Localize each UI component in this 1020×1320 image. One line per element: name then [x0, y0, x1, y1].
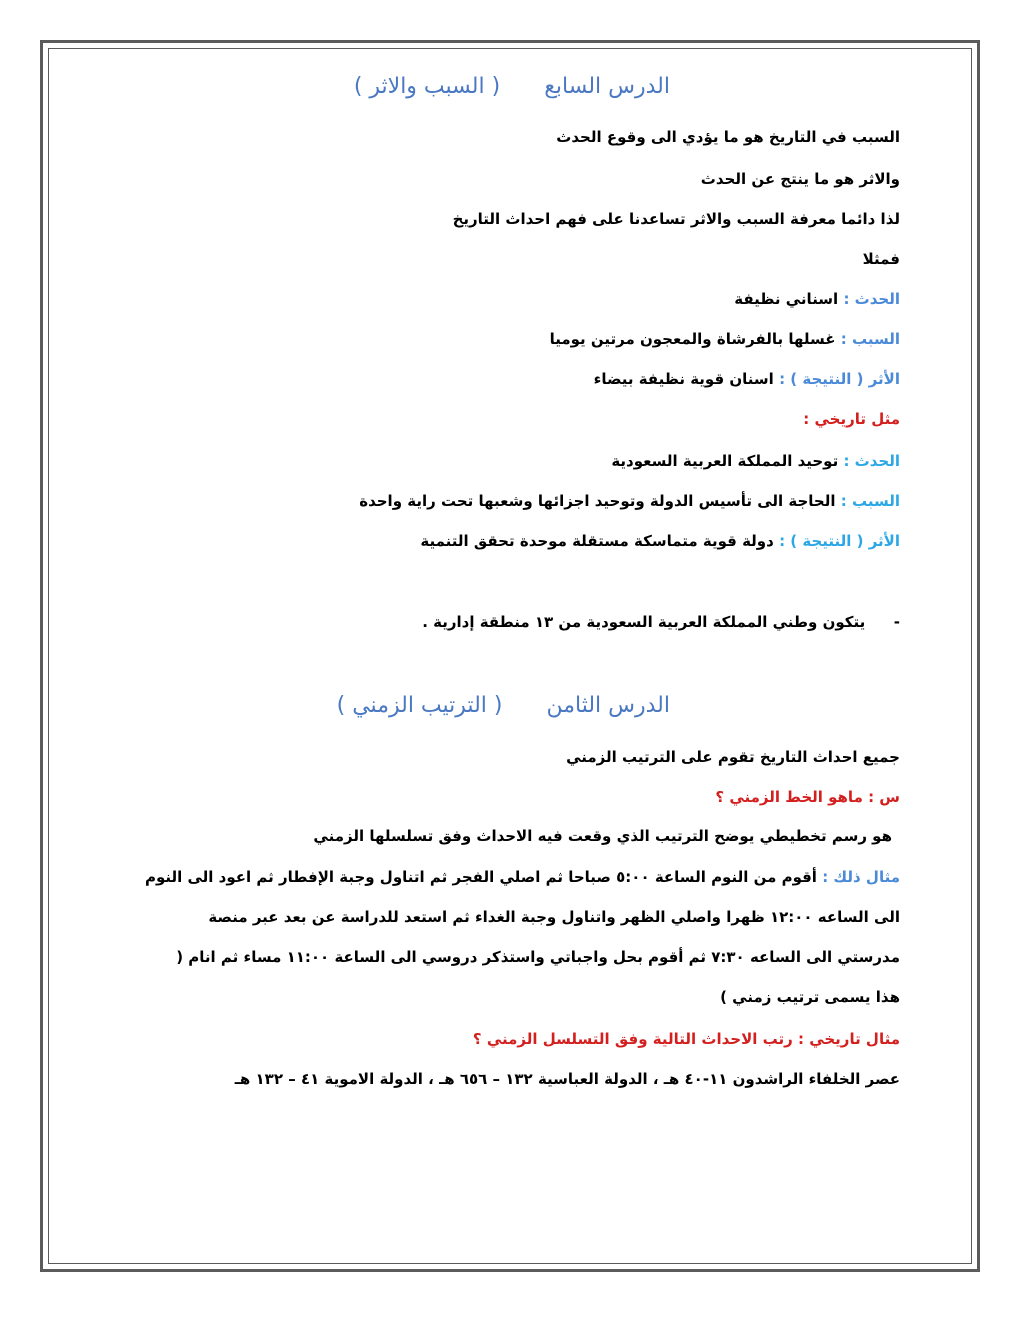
example2-event — [611, 452, 900, 470]
example2-effect — [420, 532, 900, 550]
example1-effect-label: الأثر ( النتيجة ) : — [779, 370, 900, 388]
lesson8-answer: هو رسم تخطيطي يوضح الترتيب الذي وقعت فيه الاحداث وفق تسلسلها الزمني — [313, 827, 892, 845]
lesson8-intro: جميع احداث التاريخ تقوم على الترتيب الزمني — [566, 748, 900, 766]
example2-effect-label: الأثر ( النتيجة ) : — [779, 532, 900, 550]
lesson8-example-line-4: هذا يسمى ترتيب زمني ) — [720, 988, 900, 1006]
bullet-text: يتكون وطني المملكة العربية السعودية من ١٣ منطقة إدارية . — [422, 613, 866, 631]
example1-effect-text: اسنان قوية نظيفة بيضاء — [593, 370, 774, 388]
example1-cause-text: غسلها بالفرشاة والمعجون مرتين يوميا — [549, 330, 836, 348]
example1-cause — [550, 330, 900, 348]
example2-cause — [359, 492, 900, 510]
lesson7-line-4: فمثلا — [862, 250, 900, 268]
bullet-item — [422, 613, 900, 631]
lesson8-example-line-1 — [145, 868, 900, 886]
example1-effect — [594, 370, 900, 388]
lesson8-example-line-2: الى الساعه ١٢:٠٠ ظهرا واصلي الظهر واتناول وجبة الغداء ثم استعد للدراسة عن بعد عبر منصة — [208, 908, 900, 926]
lesson8-question: س : ماهو الخط الزمني ؟ — [715, 788, 900, 806]
lesson8-subtitle: ( الترتيب الزمني ) — [336, 693, 503, 718]
historical-example-label: مثل تاريخي : — [803, 410, 900, 428]
example2-event-label: الحدث : — [843, 452, 900, 470]
example2-event-text: توحيد المملكة العربية السعودية — [611, 452, 839, 470]
example1-cause-label: السبب : — [840, 330, 900, 348]
lesson7-heading — [354, 74, 670, 99]
example1-event-label: الحدث : — [843, 290, 900, 308]
lesson7-subtitle: ( السبب والاثر ) — [353, 74, 501, 99]
lesson8-example-line-3: مدرستي الى الساعه ٧:٣٠ ثم أقوم بحل واجباتي واستذكر دروسي الى الساعة ١١:٠٠ مساء ثم انام ( — [176, 948, 900, 966]
bullet-marker: - — [893, 613, 900, 631]
lesson8-heading — [337, 693, 670, 718]
example2-effect-text: دولة قوية متماسكة مستقلة موحدة تحقق التنمية — [420, 532, 774, 550]
lesson7-title: الدرس السابع — [544, 74, 670, 99]
lesson8-example-label: مثال ذلك : — [822, 868, 900, 886]
lesson8-example-text-1: أقوم من النوم الساعة ٥:٠٠ صباحا ثم اصلي الفجر ثم اتناول وجبة الإفطار ثم اعود الى النوم — [144, 868, 817, 886]
lesson8-historical-question: مثال تاريخي : رتب الاحداث التالية وفق التسلسل الزمني ؟ — [472, 1030, 900, 1048]
example2-cause-text: الحاجة الى تأسيس الدولة وتوحيد اجزائها وشعبها تحت راية واحدة — [359, 492, 836, 510]
example1-event — [734, 290, 900, 308]
lesson7-line-2: والاثر هو ما ينتج عن الحدث — [700, 170, 900, 188]
lesson8-historical-answer: عصر الخلفاء الراشدون ١١-٤٠ هـ ، الدولة العباسية ١٣٢ – ٦٥٦ هـ ، الدولة الاموية ٤١ – ١٣٢ هـ — [234, 1070, 900, 1088]
lesson8-title: الدرس الثامن — [546, 693, 670, 718]
lesson7-line-3: لذا دائما معرفة السبب والاثر تساعدنا على فهم احداث التاريخ — [452, 210, 900, 228]
example1-event-text: اسناني نظيفة — [734, 290, 839, 308]
lesson7-line-1: السبب في التاريخ هو ما يؤدي الى وقوع الحدث — [556, 128, 900, 146]
example2-cause-label: السبب : — [840, 492, 900, 510]
